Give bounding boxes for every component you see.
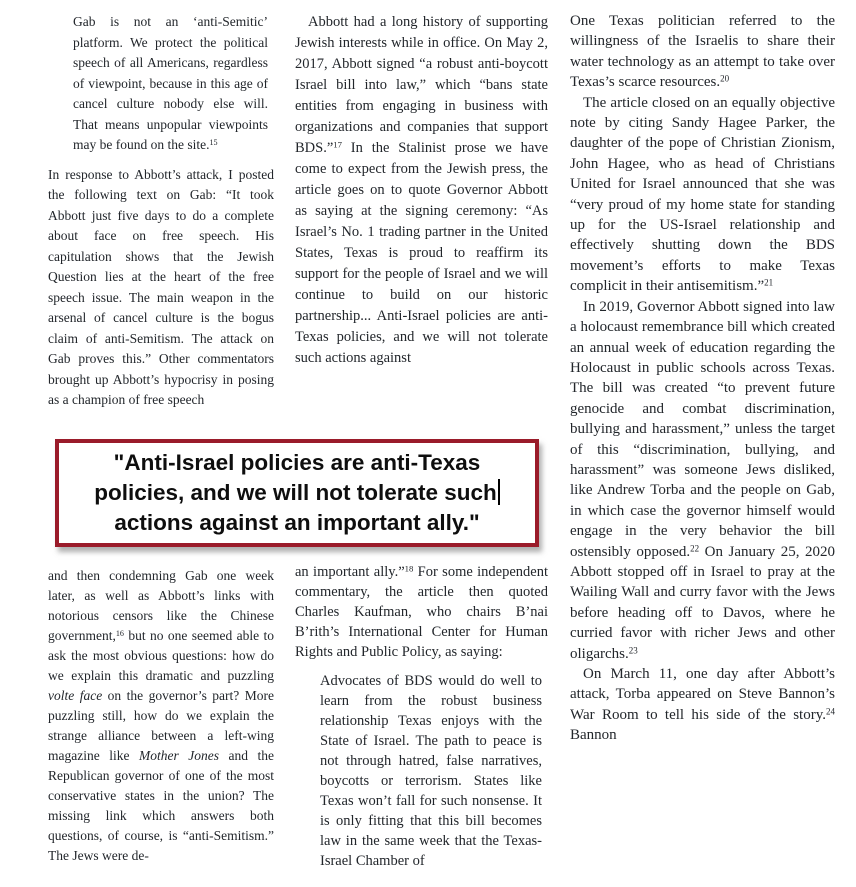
paragraph: and then condemning Gab one week later, as well as Abbott’s links with notorious censors like the Chinese government,$^{16}$ but no one seemed able to ask the most obvious questions: how do we explain this dramatic and puzzling volte face on the governor’s part? More puzzling still, how do we explain the strange alliance between a left-wing magazine like Mother Jones and the Republican governor of one of the most conservative states in the union? The missing link which answers both questions, of course, is “anti-Semitism.” The Jews were de- bbox=[48, 568, 274, 863]
pull-quote-text-1: "Anti-Israel policies are anti-Texas bbox=[113, 450, 481, 475]
column-1-top bbox=[48, 12, 274, 411]
paragraph: One Texas politician referred to the willingness of the Israelis to share their water technology as an attempt to take over Texas’s scarce resources.$^{20}$ bbox=[570, 13, 835, 91]
blockquote: Advocates of BDS would do well to learn from the robust business relationship Texas enjoys with the State of Israel. The path to peace is not through hatred, false narratives, boycotts or terrorism. States like Texas won’t fall for such nonsense. It is only fitting that this bill becomes law in the same week that the Texas-Israel Chamber of bbox=[320, 673, 542, 869]
text-cursor bbox=[498, 479, 500, 505]
paragraph: On March 11, one day after Abbott’s attack, Torba appeared on Steve Bannon’s War Room to tell his side of the story.$^{24}$ Bannon bbox=[570, 666, 835, 744]
pull-quote-box bbox=[55, 439, 539, 547]
column-2-bottom bbox=[295, 562, 548, 880]
pull-quote-line-3 bbox=[114, 508, 479, 538]
paragraph: Abbott had a long history of supporting Jewish interests while in office. On May 2, 2017, Abbott signed “a robust anti-boycott Israel bill into law,” which “bans state entities from engaging in business with organizations and companies that support BDS.”$^{17}$ In the Stalinist prose we have come to expect from the Jewish press, the article goes on to quote Governor Abbott as saying at the signing ceremony: “As Israel’s No. 1 trading partner in the United States, Texas is proud to reaffirm its support for the people of Israel and we will continue to build on our historic partnership... Anti-Israel policies are anti-Texas policies, and we will not tolerate such actions against bbox=[295, 14, 548, 366]
column-3 bbox=[570, 11, 835, 746]
paragraph: In 2019, Governor Abbott signed into law a holocaust remembrance bill which created an annual week of education regarding the Holocaust in public schools across Texas. The bill was created “to prevent future genocide and combat discrimination, bullying and harassment,” unless the target of this “discrimination, bullying, and harassment” was someone Jews disliked, like Andrew Torba and the people on Gab, in which case the governor himself would engage in the very behavior the bill ostensibly opposed.$^{22}$ On January 25, 2020 Abbott stopped off in Israel to pray at the Wailing Wall and curry favor with the Jews before heading off to Davos, where he curried favor with richer Jews and other oligarchs.$^{23}$ bbox=[570, 298, 835, 662]
pull-quote-line-2 bbox=[94, 478, 500, 508]
column-2-top bbox=[295, 12, 548, 369]
pull-quote-line-1 bbox=[114, 448, 481, 478]
pull-quote-text-2: policies, and we will not tolerate such bbox=[94, 480, 497, 505]
pull-quote-text-3: actions against an important ally." bbox=[114, 510, 480, 535]
column-1-bottom bbox=[48, 566, 274, 866]
paragraph: The article closed on an equally objective note by citing Sandy Hagee Parker, the daughter of the pope of Christian Zionism, John Hagee, who as head of Christians United for Israel announced that she was “very proud of my home state for standing up for the US-Israel relationship and effectively shutting down the BDS movement’s efforts to make Texas complicit in their antisemitism.”$^{21}$ bbox=[570, 94, 835, 295]
paragraph: an important ally.”$^{18}$ For some independent commentary, the article then quoted Charles Kaufman, who chairs B’nai B’rith’s International Center for Human Rights and Public Policy, as saying: bbox=[295, 563, 548, 660]
blockquote: Gab is not an ‘anti-Semitic’ platform. We protect the political speech of all Americans, regardless of viewpoint, because in this age of cancel culture nobody else will. That means unpopular viewpoints may be found on the site.$^{15}$ bbox=[73, 14, 268, 152]
paragraph: In response to Abbott’s attack, I posted the following text on Gab: “It took Abbott just five days to do a complete about face on free speech. His capitulation shows that the Jewish Question lies at the heart of the free speech issue. The main weapon in the arsenal of cancel culture is the bogus claim of anti-Semitism. The attack on Gab proves this.” Other commentators brought up Abbott’s hypocrisy in posing as a champion of free speech bbox=[48, 166, 274, 407]
